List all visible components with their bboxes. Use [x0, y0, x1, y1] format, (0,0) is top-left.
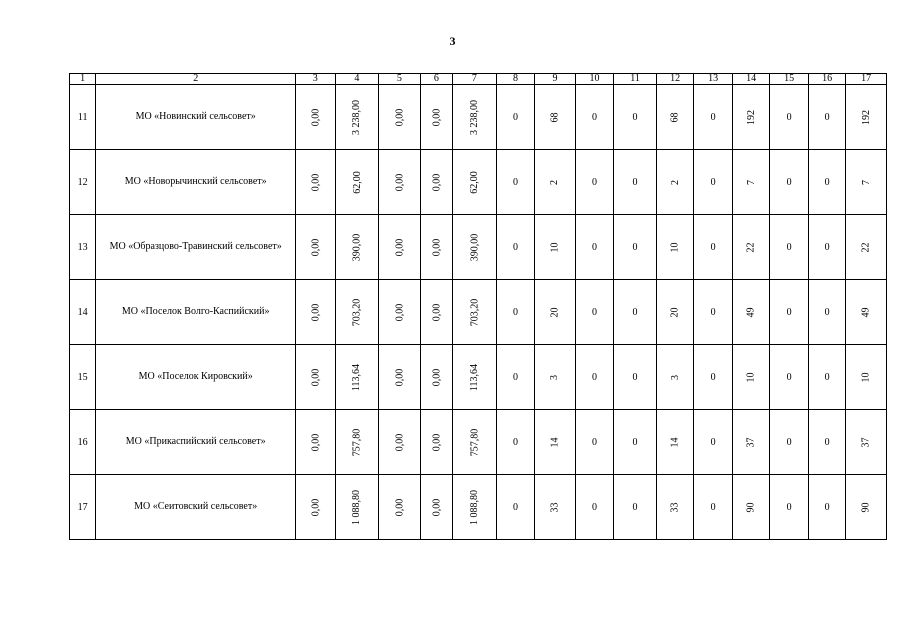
- value-cell-11: [614, 150, 657, 215]
- cell-value: 0: [710, 501, 716, 513]
- cell-value: 0: [786, 306, 792, 318]
- cell-value: 0: [710, 371, 716, 383]
- municipality-name-cell: МО «Новорычинский сельсовет»: [96, 150, 296, 215]
- value-cell-9: [535, 475, 576, 540]
- cell-value: 0: [710, 176, 716, 188]
- value-cell-15: [770, 475, 809, 540]
- col-header-8: 8: [496, 74, 535, 85]
- col-header-11: 11: [614, 74, 657, 85]
- value-cell-6: [420, 475, 452, 540]
- value-cell-15: [770, 215, 809, 280]
- cell-value: 0: [710, 436, 716, 448]
- value-cell-7: [453, 150, 497, 215]
- cell-value: 0,00: [309, 498, 321, 516]
- municipality-name-cell: МО «Новинский сельсовет»: [96, 85, 296, 150]
- cell-value: 0: [512, 111, 518, 123]
- cell-value: 0,00: [393, 433, 405, 451]
- value-cell-6: [420, 410, 452, 475]
- cell-value: 0,00: [393, 303, 405, 321]
- value-cell-13: [694, 345, 733, 410]
- value-cell-17: [846, 150, 887, 215]
- cell-value: 0: [591, 306, 597, 318]
- cell-value: 0: [512, 436, 518, 448]
- cell-value: 20: [549, 307, 561, 317]
- municipality-name-cell: МО «Прикаспийский сельсовет»: [96, 410, 296, 475]
- value-cell-11: [614, 410, 657, 475]
- col-header-13: 13: [694, 74, 733, 85]
- value-cell-9: [535, 150, 576, 215]
- row-number-cell: 12: [70, 150, 96, 215]
- cell-value: 49: [860, 307, 872, 317]
- cell-value: 390,00: [468, 233, 480, 261]
- value-cell-12: [656, 215, 694, 280]
- cell-value: 2: [549, 179, 561, 185]
- cell-value: 0: [591, 241, 597, 253]
- cell-value: 10: [549, 242, 561, 252]
- cell-value: 3 238,00: [468, 99, 480, 135]
- value-cell-13: [694, 410, 733, 475]
- cell-value: 0,00: [430, 303, 442, 321]
- value-cell-17: [846, 475, 887, 540]
- cell-value: 14: [549, 437, 561, 447]
- value-cell-3: [296, 280, 336, 345]
- cell-value: 10: [745, 372, 757, 382]
- value-cell-7: [453, 85, 497, 150]
- cell-value: 0: [710, 306, 716, 318]
- cell-value: 0: [786, 176, 792, 188]
- cell-value: 90: [860, 502, 872, 512]
- cell-value: 0: [632, 241, 638, 253]
- row-number-cell: 11: [70, 85, 96, 150]
- cell-value: 2: [669, 179, 681, 185]
- value-cell-9: [535, 85, 576, 150]
- value-cell-6: [420, 345, 452, 410]
- value-cell-10: [575, 345, 614, 410]
- cell-value: 22: [745, 242, 757, 252]
- cell-value: 1 088,80: [468, 489, 480, 525]
- cell-value: 0,00: [393, 108, 405, 126]
- col-header-2: 2: [96, 74, 296, 85]
- value-cell-4: [335, 150, 379, 215]
- value-cell-13: [694, 215, 733, 280]
- cell-value: 0: [710, 241, 716, 253]
- value-cell-12: [656, 345, 694, 410]
- municipality-name-cell: МО «Поселок Кировский»: [96, 345, 296, 410]
- cell-value: 0,00: [309, 108, 321, 126]
- row-number-cell: 14: [70, 280, 96, 345]
- value-cell-8: [496, 345, 535, 410]
- value-cell-16: [808, 150, 846, 215]
- cell-value: 0: [591, 501, 597, 513]
- value-cell-8: [496, 215, 535, 280]
- value-cell-10: [575, 410, 614, 475]
- value-cell-3: [296, 345, 336, 410]
- value-cell-17: [846, 280, 887, 345]
- cell-value: 68: [549, 112, 561, 122]
- cell-value: 0,00: [430, 433, 442, 451]
- value-cell-8: [496, 410, 535, 475]
- cell-value: 7: [745, 179, 757, 185]
- value-cell-9: [535, 280, 576, 345]
- cell-value: 90: [745, 502, 757, 512]
- value-cell-13: [694, 150, 733, 215]
- cell-value: 1 088,80: [351, 489, 363, 525]
- value-cell-10: [575, 475, 614, 540]
- cell-value: 3: [669, 374, 681, 380]
- col-header-1: 1: [70, 74, 96, 85]
- col-header-14: 14: [732, 74, 770, 85]
- value-cell-5: [379, 85, 421, 150]
- value-cell-4: [335, 215, 379, 280]
- value-cell-3: [296, 410, 336, 475]
- cell-value: 3 238,00: [351, 99, 363, 135]
- value-cell-7: [453, 345, 497, 410]
- table-row: [70, 345, 887, 410]
- cell-value: 33: [549, 502, 561, 512]
- cell-value: 0: [512, 371, 518, 383]
- cell-value: 192: [860, 109, 872, 125]
- value-cell-5: [379, 475, 421, 540]
- value-cell-9: [535, 345, 576, 410]
- value-cell-3: [296, 475, 336, 540]
- cell-value: 0,00: [393, 498, 405, 516]
- value-cell-11: [614, 85, 657, 150]
- cell-value: 0: [632, 371, 638, 383]
- cell-value: 3: [549, 374, 561, 380]
- table-row: [70, 410, 887, 475]
- value-cell-9: [535, 410, 576, 475]
- value-cell-14: [732, 215, 770, 280]
- cell-value: 113,64: [468, 363, 480, 391]
- row-number-cell: 15: [70, 345, 96, 410]
- value-cell-4: [335, 410, 379, 475]
- value-cell-11: [614, 215, 657, 280]
- value-cell-12: [656, 475, 694, 540]
- cell-value: 0: [786, 111, 792, 123]
- row-number-cell: 16: [70, 410, 96, 475]
- col-header-5: 5: [379, 74, 421, 85]
- value-cell-12: [656, 410, 694, 475]
- cell-value: 68: [669, 112, 681, 122]
- value-cell-15: [770, 280, 809, 345]
- cell-value: 0: [786, 371, 792, 383]
- municipality-name-cell: МО «Поселок Волго-Каспийский»: [96, 280, 296, 345]
- value-cell-3: [296, 150, 336, 215]
- value-cell-7: [453, 410, 497, 475]
- cell-value: 62,00: [351, 170, 363, 194]
- value-cell-13: [694, 280, 733, 345]
- value-cell-15: [770, 150, 809, 215]
- cell-value: 192: [745, 109, 757, 125]
- page-number: 3: [449, 34, 456, 48]
- cell-value: 0: [591, 436, 597, 448]
- value-cell-8: [496, 280, 535, 345]
- cell-value: 0,00: [393, 368, 405, 386]
- value-cell-12: [656, 280, 694, 345]
- cell-value: 0: [591, 111, 597, 123]
- cell-value: 0,00: [309, 238, 321, 256]
- value-cell-16: [808, 410, 846, 475]
- value-cell-15: [770, 85, 809, 150]
- cell-value: 757,80: [468, 428, 480, 456]
- value-cell-8: [496, 150, 535, 215]
- value-cell-8: [496, 475, 535, 540]
- value-cell-16: [808, 85, 846, 150]
- data-table: [69, 73, 887, 540]
- value-cell-17: [846, 215, 887, 280]
- table-row: [70, 215, 887, 280]
- table-row: [70, 85, 887, 150]
- header-row: [70, 74, 887, 85]
- value-cell-16: [808, 280, 846, 345]
- table-row: [70, 475, 887, 540]
- value-cell-17: [846, 410, 887, 475]
- value-cell-7: [453, 215, 497, 280]
- cell-value: 0,00: [430, 238, 442, 256]
- value-cell-5: [379, 150, 421, 215]
- cell-value: 33: [669, 502, 681, 512]
- cell-value: 703,20: [351, 298, 363, 326]
- value-cell-12: [656, 150, 694, 215]
- value-cell-3: [296, 85, 336, 150]
- cell-value: 0: [824, 436, 830, 448]
- value-cell-11: [614, 345, 657, 410]
- value-cell-4: [335, 345, 379, 410]
- cell-value: 0: [632, 176, 638, 188]
- cell-value: 0: [786, 241, 792, 253]
- value-cell-6: [420, 280, 452, 345]
- value-cell-4: [335, 85, 379, 150]
- cell-value: 757,80: [351, 428, 363, 456]
- value-cell-6: [420, 150, 452, 215]
- cell-value: 0: [512, 306, 518, 318]
- value-cell-15: [770, 345, 809, 410]
- cell-value: 0: [824, 111, 830, 123]
- value-cell-7: [453, 280, 497, 345]
- value-cell-3: [296, 215, 336, 280]
- value-cell-16: [808, 215, 846, 280]
- value-cell-16: [808, 345, 846, 410]
- cell-value: 49: [745, 307, 757, 317]
- cell-value: 703,20: [468, 298, 480, 326]
- col-header-6: 6: [420, 74, 452, 85]
- value-cell-14: [732, 345, 770, 410]
- value-cell-10: [575, 150, 614, 215]
- col-header-17: 17: [846, 74, 887, 85]
- cell-value: 0: [824, 501, 830, 513]
- table-row: [70, 150, 887, 215]
- cell-value: 390,00: [351, 233, 363, 261]
- cell-value: 0,00: [393, 173, 405, 191]
- value-cell-5: [379, 345, 421, 410]
- cell-value: 0,00: [393, 238, 405, 256]
- cell-value: 0: [512, 501, 518, 513]
- value-cell-11: [614, 475, 657, 540]
- value-cell-7: [453, 475, 497, 540]
- value-cell-4: [335, 475, 379, 540]
- value-cell-14: [732, 410, 770, 475]
- cell-value: 0: [824, 241, 830, 253]
- col-header-15: 15: [770, 74, 809, 85]
- cell-value: 0: [824, 371, 830, 383]
- value-cell-10: [575, 280, 614, 345]
- value-cell-14: [732, 475, 770, 540]
- cell-value: 0,00: [430, 173, 442, 191]
- value-cell-9: [535, 215, 576, 280]
- cell-value: 0: [632, 501, 638, 513]
- value-cell-4: [335, 280, 379, 345]
- cell-value: 0: [824, 306, 830, 318]
- col-header-3: 3: [296, 74, 336, 85]
- cell-value: 0,00: [430, 368, 442, 386]
- cell-value: 0,00: [309, 173, 321, 191]
- cell-value: 0: [710, 111, 716, 123]
- cell-value: 0: [632, 306, 638, 318]
- value-cell-6: [420, 215, 452, 280]
- value-cell-12: [656, 85, 694, 150]
- cell-value: 0: [591, 176, 597, 188]
- cell-value: 7: [860, 179, 872, 185]
- value-cell-10: [575, 215, 614, 280]
- row-number-cell: 17: [70, 475, 96, 540]
- cell-value: 22: [860, 242, 872, 252]
- cell-value: 0,00: [430, 108, 442, 126]
- cell-value: 10: [669, 242, 681, 252]
- value-cell-15: [770, 410, 809, 475]
- cell-value: 0: [512, 241, 518, 253]
- value-cell-13: [694, 475, 733, 540]
- col-header-4: 4: [335, 74, 379, 85]
- cell-value: 10: [860, 372, 872, 382]
- cell-value: 0,00: [309, 303, 321, 321]
- cell-value: 0: [591, 371, 597, 383]
- cell-value: 0,00: [309, 433, 321, 451]
- row-number-cell: 13: [70, 215, 96, 280]
- cell-value: 14: [669, 437, 681, 447]
- col-header-16: 16: [808, 74, 846, 85]
- table-row: [70, 280, 887, 345]
- col-header-7: 7: [453, 74, 497, 85]
- cell-value: 20: [669, 307, 681, 317]
- value-cell-14: [732, 280, 770, 345]
- value-cell-16: [808, 475, 846, 540]
- cell-value: 0,00: [430, 498, 442, 516]
- cell-value: 0: [512, 176, 518, 188]
- value-cell-17: [846, 345, 887, 410]
- value-cell-6: [420, 85, 452, 150]
- value-cell-5: [379, 215, 421, 280]
- municipality-name-cell: МО «Сеитовский сельсовет»: [96, 475, 296, 540]
- col-header-12: 12: [656, 74, 694, 85]
- cell-value: 0: [632, 111, 638, 123]
- municipality-name-cell: МО «Образцово-Травинский сельсовет»: [96, 215, 296, 280]
- value-cell-17: [846, 85, 887, 150]
- cell-value: 37: [745, 437, 757, 447]
- col-header-10: 10: [575, 74, 614, 85]
- value-cell-10: [575, 85, 614, 150]
- cell-value: 0: [786, 501, 792, 513]
- col-header-9: 9: [535, 74, 576, 85]
- cell-value: 62,00: [468, 170, 480, 194]
- value-cell-14: [732, 150, 770, 215]
- cell-value: 0,00: [309, 368, 321, 386]
- cell-value: 0: [824, 176, 830, 188]
- value-cell-13: [694, 85, 733, 150]
- cell-value: 37: [860, 437, 872, 447]
- value-cell-5: [379, 410, 421, 475]
- cell-value: 113,64: [351, 363, 363, 391]
- cell-value: 0: [632, 436, 638, 448]
- value-cell-5: [379, 280, 421, 345]
- value-cell-14: [732, 85, 770, 150]
- table-body: [70, 85, 887, 540]
- value-cell-8: [496, 85, 535, 150]
- value-cell-11: [614, 280, 657, 345]
- cell-value: 0: [786, 436, 792, 448]
